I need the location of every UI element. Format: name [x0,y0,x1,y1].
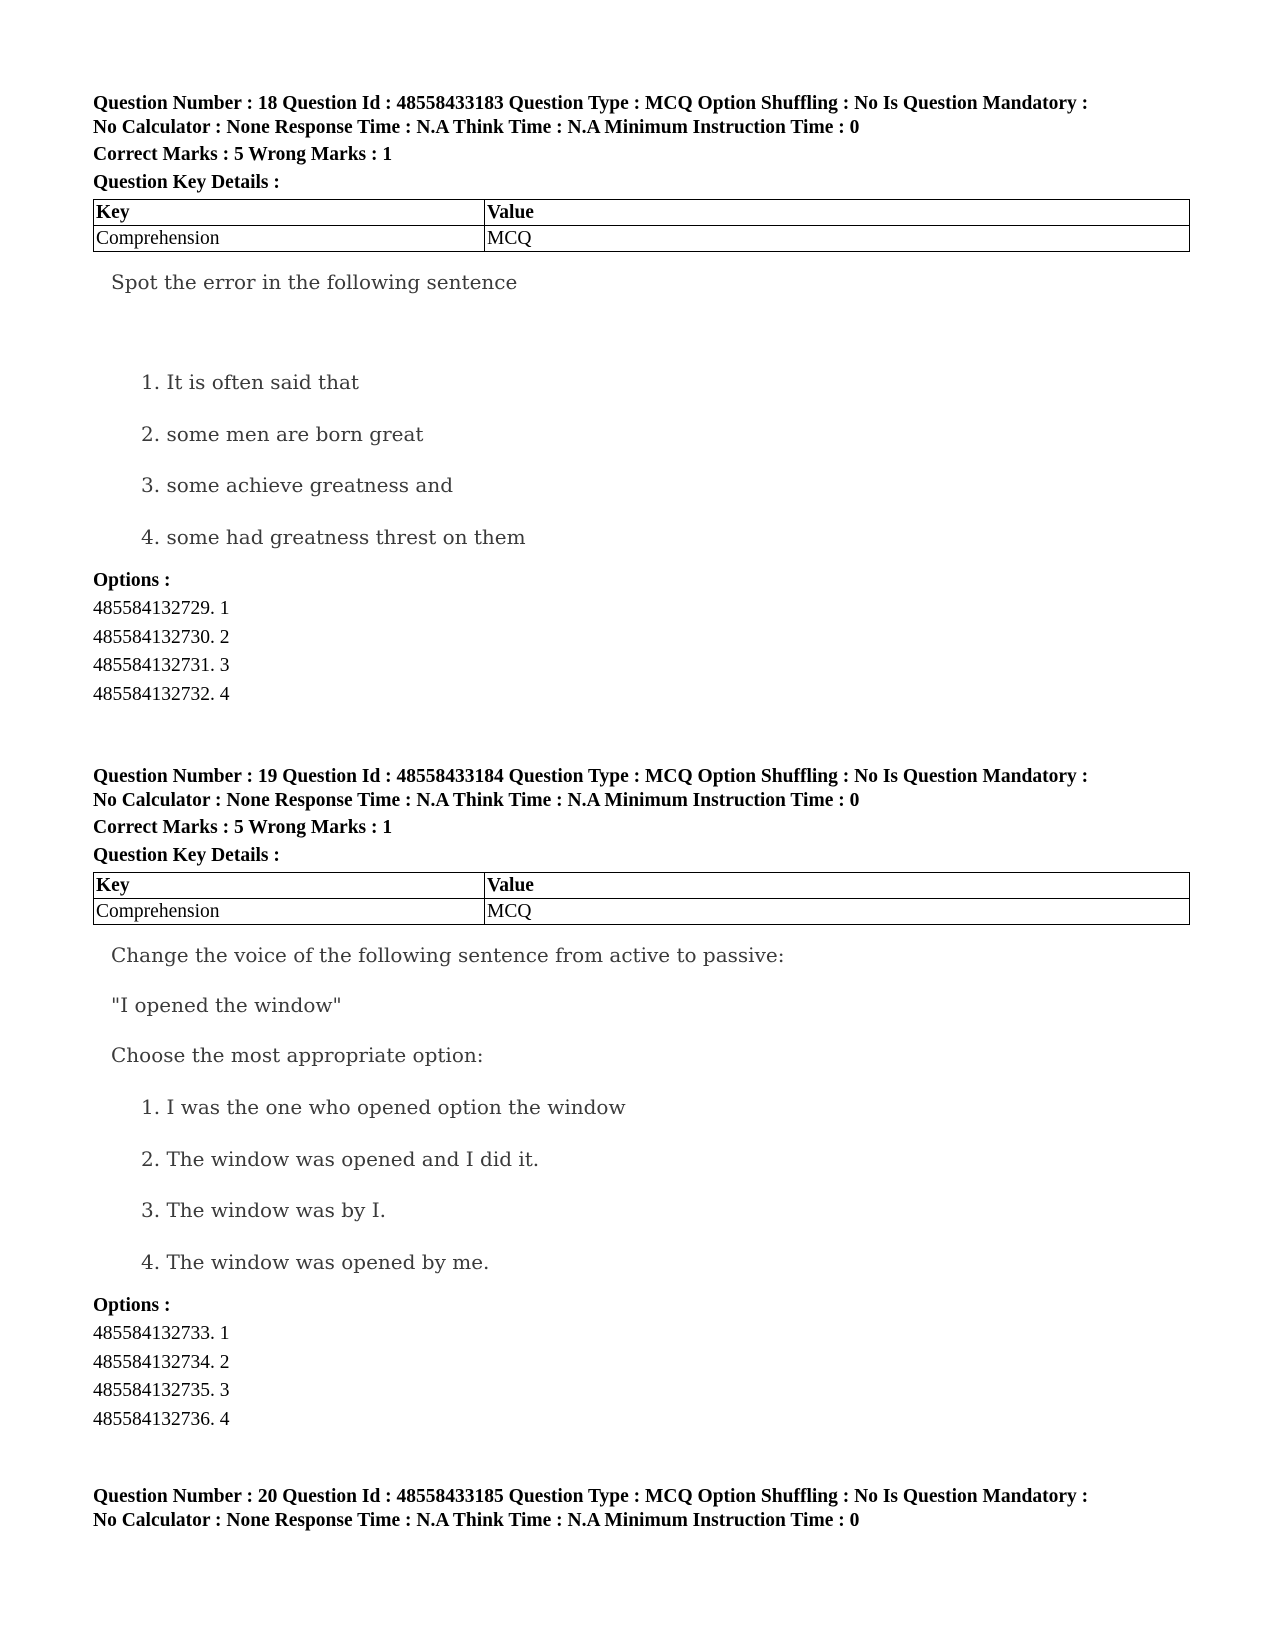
table-header-key: Key [94,873,485,899]
list-item: 3. The window was by I. [141,1198,386,1222]
option-item: 485584132736. 4 [93,1408,230,1430]
option-item: 485584132733. 1 [93,1323,230,1344]
question-meta-line-2: No Calculator : None Response Time : N.A Think Time : N.A Minimum Instruction Time : 0 [93,117,860,138]
list-item: 3. some achieve greatness and [141,473,454,497]
question-block [93,92,1193,709]
table-cell-key: Comprehension [94,226,485,252]
sentence-parts-list [111,1095,1193,1274]
option-item: 485584132730. 2 [93,626,230,648]
sentence-parts-list [111,370,1193,549]
list-item: 2. some men are born great [141,422,424,446]
option-item: 485584132729. 1 [93,598,230,619]
question-meta-line-1: Question Number : 18 Question Id : 48558433183 Question Type : MCQ Option Shuffling : No Is Question Mandatory : [93,93,1089,114]
question-block [93,1485,1193,1533]
key-details-table [93,199,1190,252]
table-row [94,226,1190,252]
table-header-value: Value [485,873,1190,899]
table-cell-value: MCQ [485,899,1190,925]
list-item: 4. some had greatness threst on them [141,525,526,549]
question-marks: Correct Marks : 5 Wrong Marks : 1 [93,817,393,838]
list-item: 1. I was the one who opened option the window [141,1095,626,1119]
table-header-row [94,200,1190,226]
stem-text: Spot the error in the following sentence [111,270,518,294]
question-meta-line-2: No Calculator : None Response Time : N.A Think Time : N.A Minimum Instruction Time : 0 [93,1510,860,1531]
key-details-label: Question Key Details : [93,845,280,866]
question-meta-line-1: Question Number : 19 Question Id : 48558433184 Question Type : MCQ Option Shuffling : No Is Question Mandatory : [93,766,1089,787]
table-cell-key: Comprehension [94,899,485,925]
options-list [93,595,1193,709]
question-meta [93,92,1193,140]
question-meta-line-2: No Calculator : None Response Time : N.A Think Time : N.A Minimum Instruction Time : 0 [93,790,860,811]
question-meta [93,1485,1193,1533]
list-item: 1. It is often said that [141,370,359,394]
option-item: 485584132731. 3 [93,655,230,676]
table-header-value: Value [485,200,1190,226]
table-cell-value: MCQ [485,226,1190,252]
question-block [93,765,1193,1434]
question-stem [111,943,1193,1274]
stem-text: "I opened the window" [111,993,342,1017]
option-item: 485584132734. 2 [93,1351,230,1373]
key-details-table [93,872,1190,925]
key-details-label: Question Key Details : [93,172,280,193]
table-row [94,899,1190,925]
options-list [93,1320,1193,1434]
question-meta [93,765,1193,813]
option-item: 485584132732. 4 [93,683,230,705]
question-meta-line-1: Question Number : 20 Question Id : 48558433185 Question Type : MCQ Option Shuffling : No Is Question Mandatory : [93,1486,1089,1507]
stem-text: Change the voice of the following sentence from active to passive: [111,943,785,967]
stem-text: Choose the most appropriate option: [111,1043,484,1067]
table-header-key: Key [94,200,485,226]
option-item: 485584132735. 3 [93,1380,230,1401]
options-label: Options : [93,570,171,591]
question-marks: Correct Marks : 5 Wrong Marks : 1 [93,144,393,165]
table-header-row [94,873,1190,899]
list-item: 2. The window was opened and I did it. [141,1147,540,1171]
question-stem [111,270,1193,549]
options-label: Options : [93,1295,171,1316]
list-item: 4. The window was opened by me. [141,1250,490,1274]
